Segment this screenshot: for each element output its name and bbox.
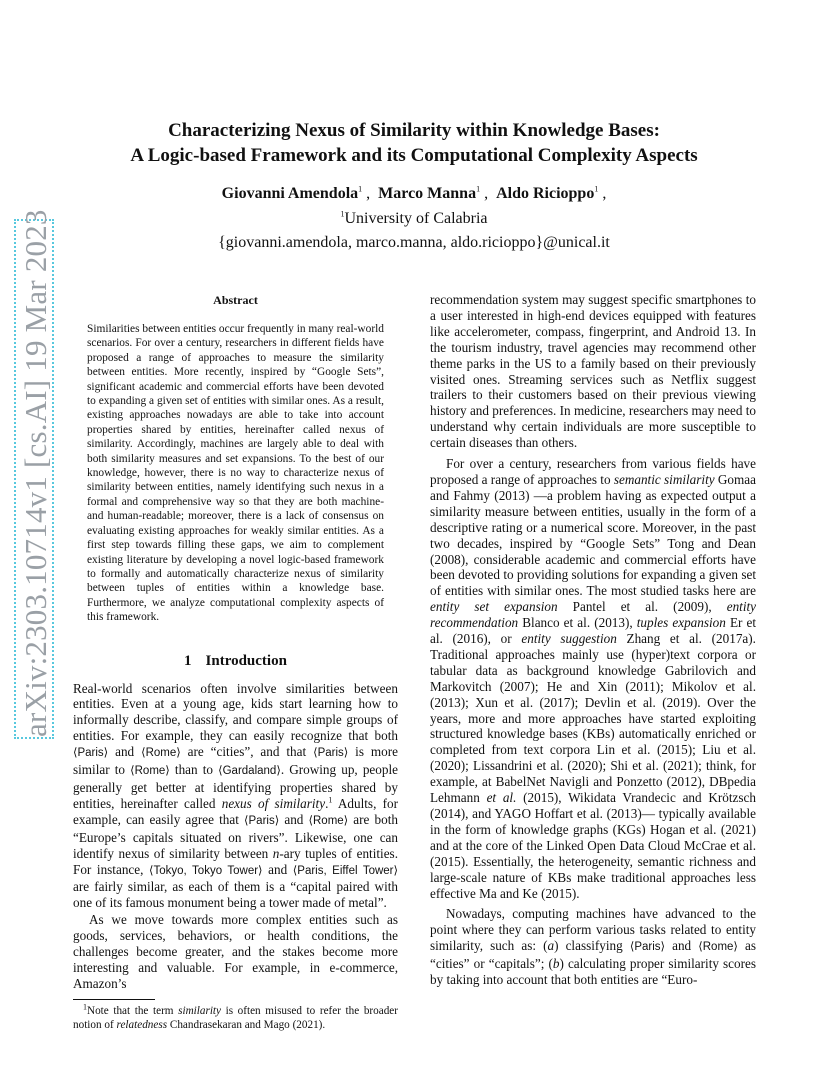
intro-paragraph-1: Real-world scenarios often involve similarities between entities. Even at a young age, kids start learning how to informally describe, classify, and compare simple groups of entities. For example, they can easily recognize that both ⟨Paris⟩ and ⟨Rome⟩ are “cities”, and that ⟨Paris⟩ is more similar to ⟨Rome⟩ than to ⟨Gardaland⟩. Growing up, people generally get better at identifying properties shared by entities, hereinafter called nexus of similarity.$^1$ Adults, for example, can easily agree that ⟨Paris⟩ and ⟨Rome⟩ are both “Europe’s capitals situated on rivers”. Likewise, one can identify nexus of similarity between n-ary tuples of entities. For instance, ⟨Tokyo, Tokyo Tower⟩ and ⟨Paris, Eiffel Tower⟩ are fairly similar, as each of them is a “capital paired with one of its famous monument being a tower made of metal”. <box>73 680 398 911</box>
author-list: Giovanni Amendola$^1$ , Marco Manna$^1$ , Aldo Ricioppo$^1$ , <box>221 184 607 202</box>
footnote-divider <box>73 999 155 1000</box>
affiliation-name: University of Calabria <box>344 210 488 227</box>
author-emails: {giovanni.amendola, marco.manna, aldo.ricioppo}@unical.it <box>218 234 610 251</box>
left-column <box>73 292 398 1032</box>
paper-title <box>80 118 748 168</box>
title-line-1: Characterizing Nexus of Similarity within Knowledge Bases: <box>168 120 660 141</box>
author-affil-mark: 1 <box>594 184 599 194</box>
body-paragraph-related-work: For over a century, researchers from various fields have proposed a range of approaches to semantic similarity Gomaa and Fahmy (2013) —a problem having as expected output a similarity measure between entities, usually in the form of a descriptive rating or a numerical score. Moreover, in the past two decades, inspired by “Google Sets” Tong and Dean (2008), considerable academic and commercial efforts have been devoted to providing solutions for expanding a given set of entities with similar ones. The most studied tasks here are entity set expansion Pantel et al. (2009), entity recommendation Blanco et al. (2013), tuples expansion Er et al. (2016), or entity suggestion Zhang et al. (2017a). Traditional approaches mainly use (hyper)text corpora or tabular data as background knowledge Gabrilovich and Markovitch (2007); He and Xin (2011); Mikolov et al. (2013); Xun et al. (2017); Devlin et al. (2019). Over the years, more and more approaches have started exploiting structured knowledge bases (KBs) automatically enriched or completed from text corpora Lin et al. (2015); Liu et al. (2020); Lissandrini et al. (2020); Shi et al. (2021); think, for example, at BabelNet Navigli and Ponzetto (2012), DBpedia Lehmann et al. (2015), Wikidata Vrandecic and Krötzsch (2014), and YAGO Hoffart et al. (2013)— typically available in the form of knowledge graphs (KGs) Hogan et al. (2021) and at the core of the Linked Open Data Cloud McCrae et al. (2015). Essentially, the heterogeneity, semantic richness and large-scale nature of KBs make traditional approaches less effective Ma and Ke (2015). <box>430 456 757 901</box>
author-name: Aldo Ricioppo <box>496 185 595 202</box>
intro-paragraph-2: As we move towards more complex entities such as goods, services, behaviors, or health conditions, the challenges become greater, and the stakes become more interesting and valuable. For example, in e-commerce, Amazon’s <box>73 912 398 991</box>
author-affil-mark: 1 <box>358 184 363 194</box>
affiliation <box>80 208 748 230</box>
title-line-2: A Logic-based Framework and its Computational Complexity Aspects <box>130 145 698 166</box>
abstract-heading: Abstract <box>213 293 258 307</box>
footnote-mark: 1 <box>83 1002 87 1012</box>
body-paragraph-machines: Nowadays, computing machines have advanced to the point where they can perform various tasks related to entity similarity, such as: (a) classifying ⟨Paris⟩ and ⟨Rome⟩ as “cities” or “capitals”; (b) calculating proper similarity scores by taking into account that both entities are “Euro- <box>430 906 757 988</box>
right-column <box>430 292 756 988</box>
section-heading-introduction <box>73 651 398 671</box>
author-name: Marco Manna <box>378 185 477 202</box>
abstract-text: Similarities between entities occur frequently in many real-world scenarios. For over a century, researchers in different fields have proposed a range of approaches to measure the similarity between entities. More recently, inspired by “Google Sets”, significant academic and commercial efforts have been devoted to expanding a given set of entities with similar ones. As a result, existing approaches nowadays are able to take into account properties shared by entities, hereinafter called nexus of similarity. Accordingly, machines are largely able to deal with both similarity measures and set expansions. To the best of our knowledge, however, there is no way to characterize nexus of similarity between entities, namely identifying such nexus in a formal and comprehensive way so that they are both machine- and human-readable; moreover, there is a lack of consensus on evaluating existing approaches for weakly similar entities. As a first step towards filling these gaps, we aim to complement existing literature by developing a novel logic-based framework to formally and automatically characterize nexus of similarity between tuples of entities within a knowledge base. Furthermore, we analyze computational complexity aspects of this framework. <box>87 323 385 624</box>
affiliation-mark: 1 <box>340 209 345 219</box>
section-number: 1 <box>184 652 192 669</box>
section-title: Introduction <box>205 652 287 669</box>
body-paragraph-recommendation: recommendation system may suggest specific smartphones to a user interested in high-end devices equipped with features like accelerometer, compass, fingerprint, and Android 13. In the tourism industry, travel agencies may recommend other theme parks in the US to a family based on their previously visited ones. Streaming services such as Netflix suggest trailers to their customers based on their previous viewing history and preferences. In medicine, researchers may need to understand why certain individuals are more susceptible to certain diseases than others. <box>430 292 756 451</box>
arxiv-identifier-stamp: arXiv:2303.10714v1 [cs.AI] 19 Mar 2023 <box>14 219 54 739</box>
author-name: Giovanni Amendola <box>221 185 359 202</box>
author-affil-mark: 1 <box>476 184 481 194</box>
footnote: $^1$Note that the term similarity is often misused to refer the broader notion of relatedness Chandrasekaran and Mago (2021). <box>73 1002 398 1031</box>
footnote-ref[interactable]: 1 <box>328 795 333 805</box>
